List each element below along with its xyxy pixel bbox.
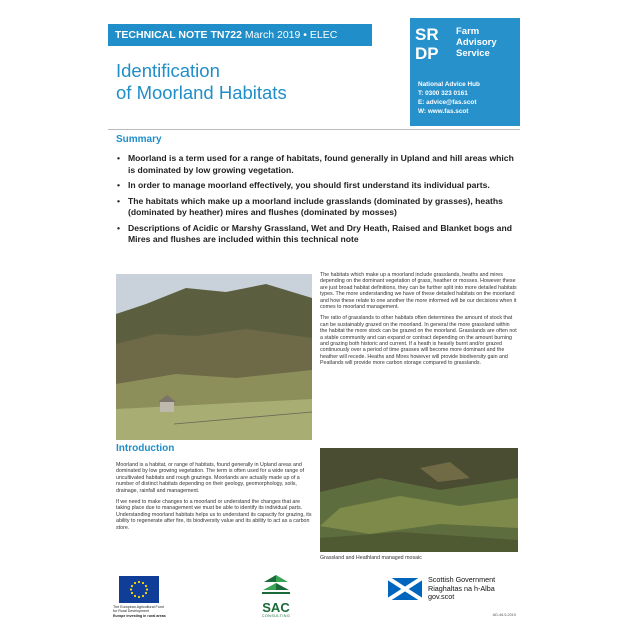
header-bar [108, 24, 372, 46]
eu-line-1: The European Agricultural Fund [113, 605, 164, 609]
fas-name [456, 26, 497, 59]
sg-line-2: Riaghaltas na h-Alba [428, 583, 495, 593]
moorland-photo [116, 274, 312, 440]
fas-contact-box [410, 18, 520, 126]
sac-subtitle: CONSULTING [261, 614, 291, 618]
phone-number: T: 0300 323 0161 [418, 90, 468, 97]
right-column-text [320, 272, 518, 372]
eu-caption [113, 605, 169, 618]
eu-logo [113, 576, 169, 618]
summary-bullet: • Moorland is a term used for a range of habitats, found generally in Upland and hill areas which is dominated by low growing vegetation. [116, 153, 518, 176]
scottish-government-text [428, 576, 495, 602]
intro-paragraph-1: Moorland is a habitat, or range of habitats, found generally in Upland areas and dominated by low growing vegetation. The term is often used for a wide range of uncultivated habitats and rough grazings. Moorlands are actually made up of a number of distinct habitats depending on their geology, geomorphology, soils, drainage, rainfall and management. [116, 462, 305, 494]
summary-heading: Summary [116, 134, 162, 145]
introduction-text [116, 462, 312, 536]
sg-line-3: gov.scot [428, 592, 455, 602]
srdp-logo-icon [414, 24, 450, 62]
grassland-ratio-paragraph: The ratio of grasslands to other habitats often determines the amount of stock that can be sustainably grazed on the moorland. In general the more grassland within the habitat the more stock can be grazed on the moorland. Grasslands are often not a stable community and can expand or contract depending on the amount burning and grazing both historic and current. If a heath is heavily burnt and/or grazed continuously over a period of time grasses will become more dominant and the heather will recede. Heaths and Mires however will provide biodiversity gain and Peatlands will provide more carbon storage compared to grasslands. [320, 315, 517, 367]
eu-flag-icon [119, 576, 159, 603]
sac-emblem-icon [256, 574, 296, 596]
title-line-1: Identification [116, 60, 220, 81]
summary-bullet: • Descriptions of Acidic or Marshy Grassland, Wet and Dry Heath, Raised and Blanket bogs and Mires and flushes are included within this technical note [116, 223, 518, 246]
fas-contact-details [418, 80, 480, 116]
fas-name-line-3: Service [456, 48, 490, 59]
website-address: W: www.fas.scot [418, 108, 469, 115]
email-address: E: advice@fas.scot [418, 99, 477, 106]
summary-bullet: • The habitats which make up a moorland include grasslands (dominated by grasses), heaths (dominated by heather) mires and flushes (dominated by mosses) [116, 196, 518, 219]
technical-note-page [108, 18, 520, 623]
summary-bullet: • In order to manage moorland effectively, you should first understand its individual parts. [116, 180, 518, 192]
eu-line-3: Europe investing in rural areas [113, 613, 166, 618]
sg-line-1: Scottish Government [428, 575, 496, 584]
eu-stars-icon [119, 576, 159, 603]
note-date: March 2019 • ELEC [242, 29, 338, 41]
summary-list [116, 153, 518, 250]
saltire-flag-icon [388, 578, 422, 600]
habitats-paragraph: The habitats which make up a moorland include grasslands, heaths and mires depending on the dominant vegetation of grass, heather or mosses. However these are just broad habitat definitions, they can be further split into more detailed habitats types. The more understanding we have of these detailed habitats on the moorland and how these relate to one another the more informed will be our decisions when it comes to moorland management. [320, 272, 517, 311]
scottish-government-logo [388, 576, 518, 604]
mosaic-photo [320, 448, 518, 552]
divider [108, 129, 520, 130]
fas-name-line-2: Advisory [456, 37, 497, 48]
eu-line-2: for Rural Development [113, 609, 149, 614]
sac-name: SAC [262, 600, 290, 615]
title-line-2: of Moorland Habitats [116, 82, 287, 103]
photo-caption: Grassland and Heathland managed mosaic [320, 555, 422, 561]
document-code: AD-46.5.2019 [492, 613, 516, 617]
sac-logo [256, 574, 296, 618]
srdp-letters-bottom: DP [415, 44, 439, 62]
srdp-letters-top: SR [415, 25, 439, 44]
page-title [116, 60, 287, 104]
intro-paragraph-2: If we need to make changes to a moorland or understand the changes that are taking place due to management we must be able to identify its individual parts. Understanding moorland habitats helps us to understand its capacity for grazing, its ability to regenerate after fire, its biodiversity value and its ability to act as a carbon store. [116, 499, 312, 531]
introduction-heading: Introduction [116, 443, 175, 454]
fas-name-line-1: Farm [456, 26, 480, 37]
advice-hub: National Advice Hub [418, 81, 480, 88]
note-number: TECHNICAL NOTE TN722 [115, 29, 242, 41]
